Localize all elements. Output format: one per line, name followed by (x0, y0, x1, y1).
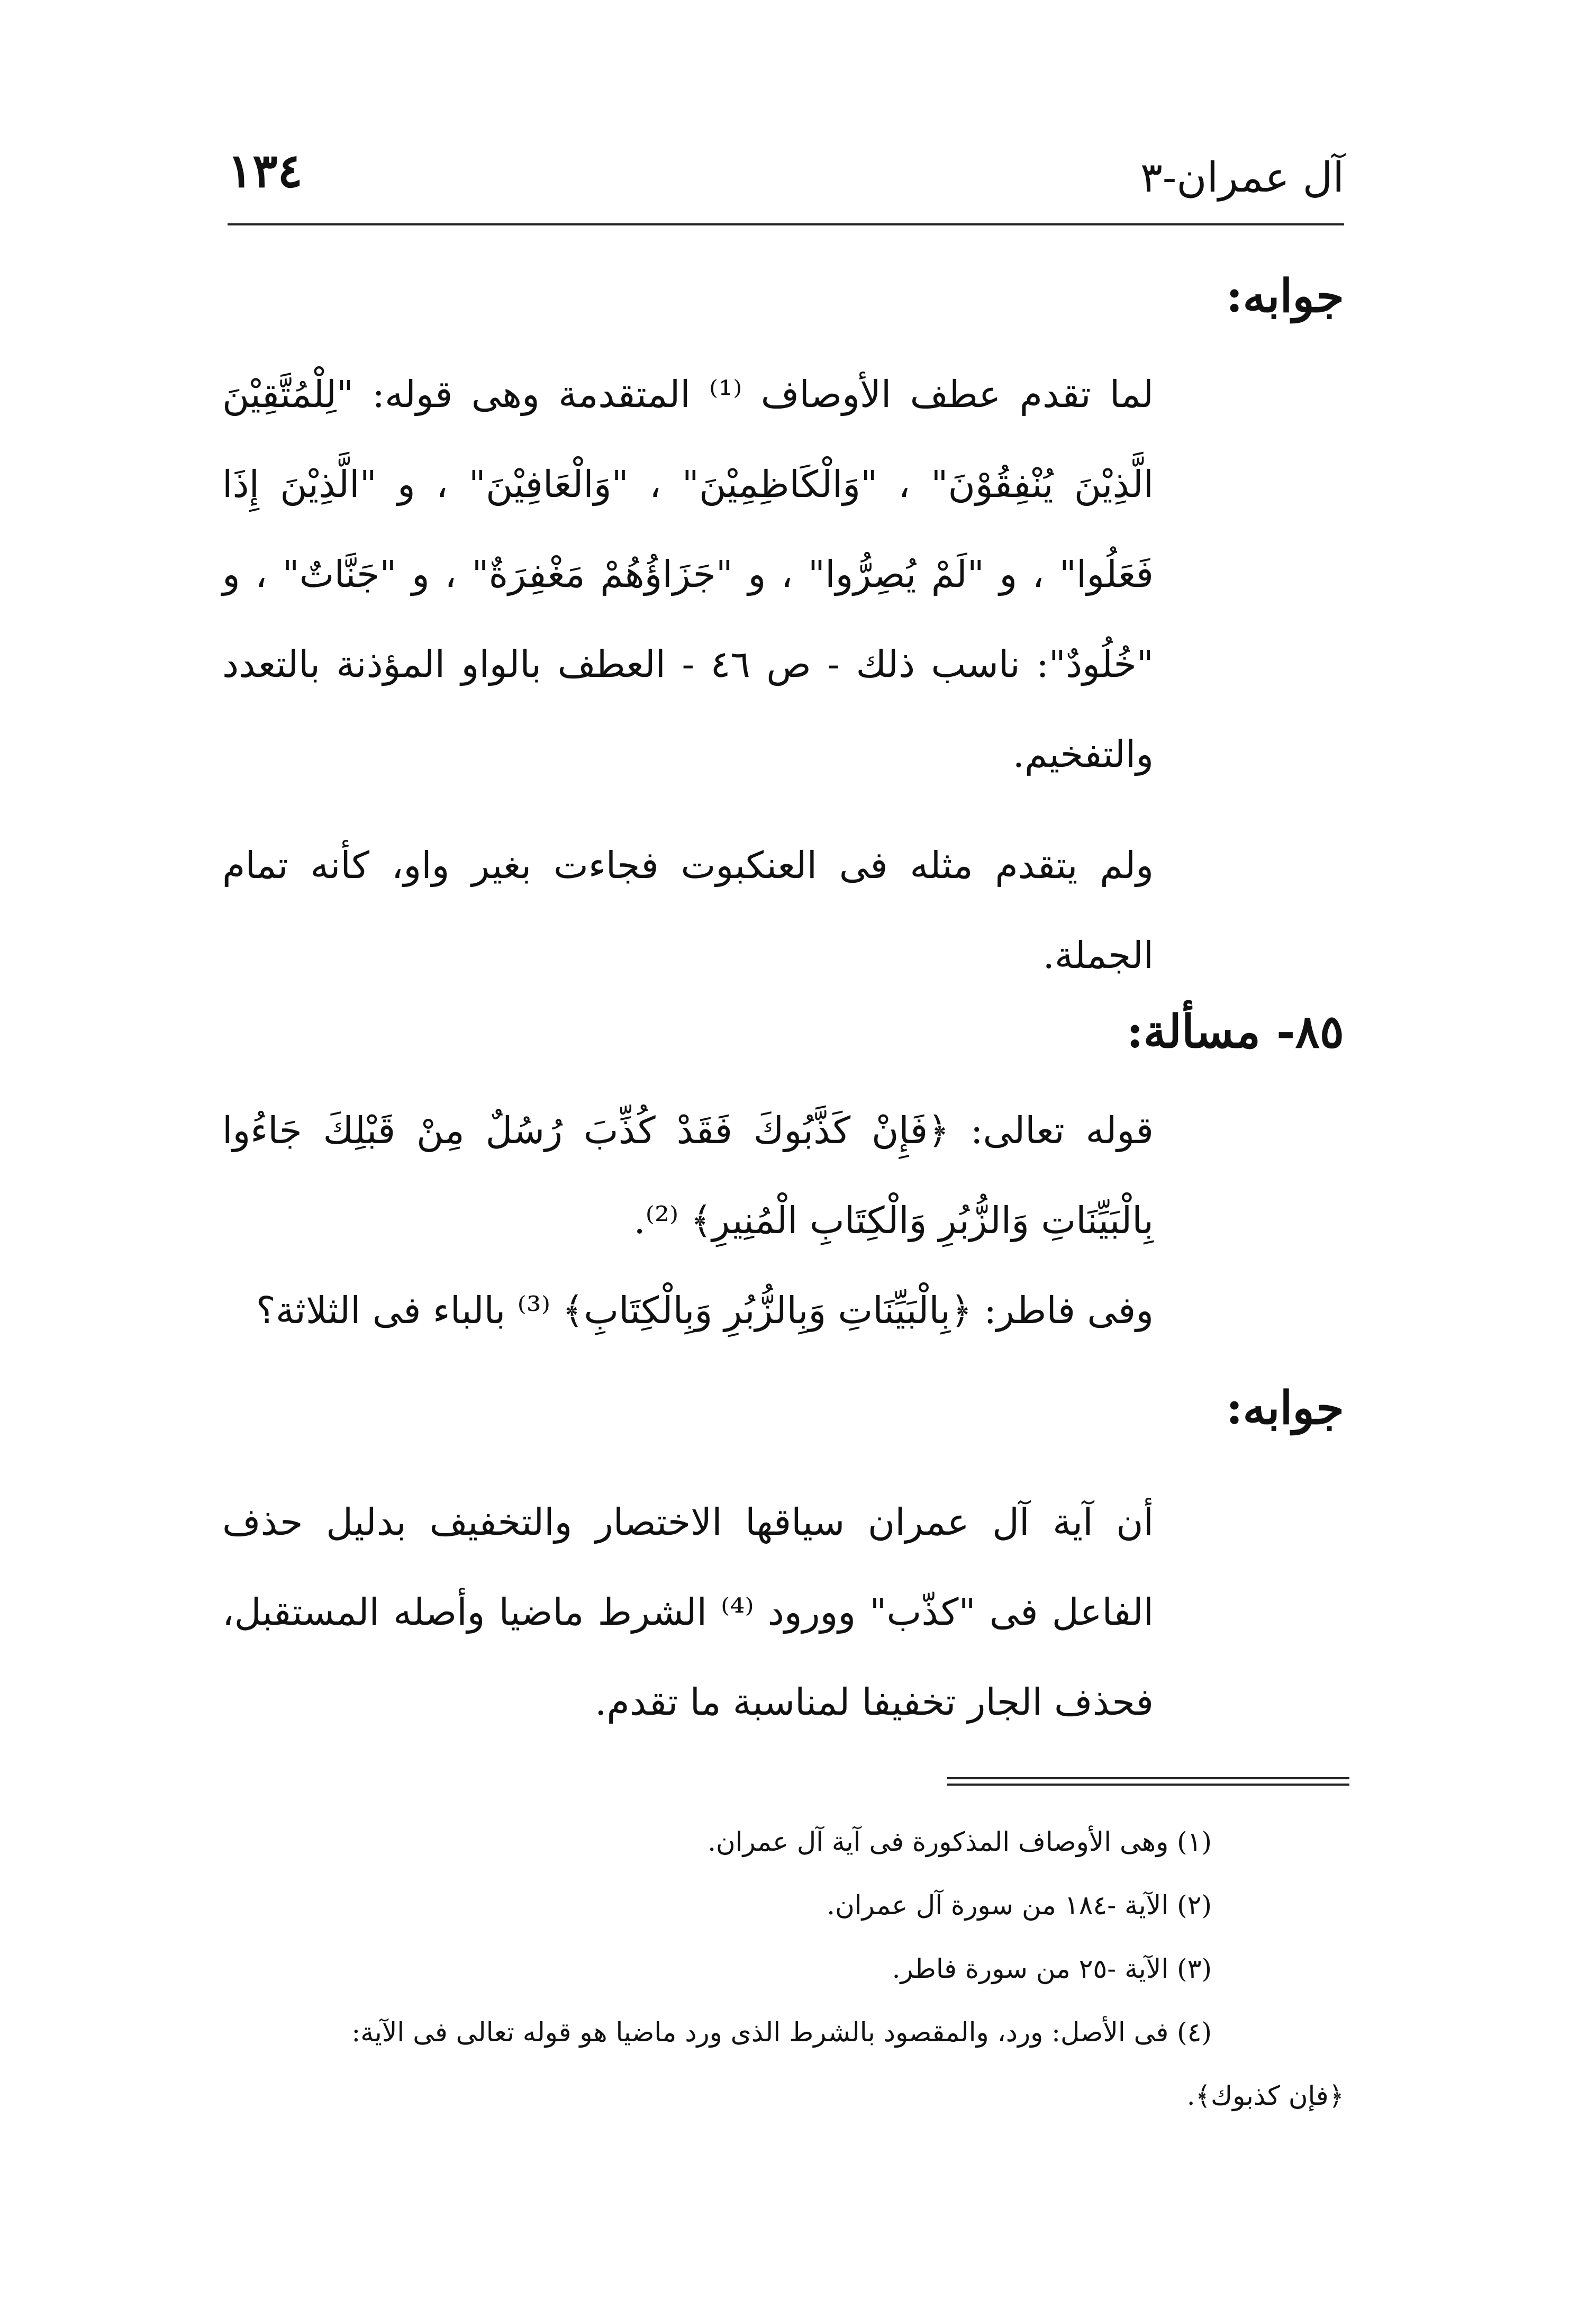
answer-paragraph: أن آية آل عمران سياقها الاختصار والتخفيف بدليل حذف الفاعل فى "كذّب" وورود ⁽⁴⁾ الشرط ماضيا وأصله المستقبل، فحذف الجار تخفيفا لمناسبة ما تقدم. (222, 1500, 1154, 1724)
question-paragraph: وفى فاطر: ﴿بِالْبَيِّنَاتِ وَبِالزُّبُرِ وَبِالْكِتَابِ﴾ ⁽³⁾ بالباء فى الثلاثة؟ (256, 1288, 1154, 1332)
header-rule (228, 223, 1344, 225)
page-number: ١٣٤ (228, 143, 303, 198)
answer-paragraph: ولم يتقدم مثله فى العنكبوت فجاءت بغير واو، كأنه تمام الجملة. (222, 844, 1154, 978)
footnote: (٣) الآية -٢٥ من سورة فاطر. (892, 1953, 1212, 1984)
footnotes (222, 1810, 1344, 2128)
answer-heading: جوابه: (1226, 1381, 1344, 1435)
footnote: (١) وهى الأوصاف المذكورة فى آية آل عمران. (708, 1826, 1212, 1857)
question-paragraph: قوله تعالى: ﴿فَإِنْ كَذَّبُوكَ فَقَدْ كُذِّبَ رُسُلٌ مِنْ قَبْلِكَ جَاءُوا بِالْبَيِّنَاتِ وَالزُّبُرِ وَالْكِتَابِ الْمُنِيرِ﴾ ⁽²⁾. (222, 1108, 1154, 1242)
running-title: آل عمران-٣ (1140, 154, 1344, 202)
footnote: (٤) فى الأصل: ورد، والمقصود بالشرط الذى ورد ماضيا هو قوله تعالى فى الآية: (351, 2017, 1212, 2048)
main-text (222, 265, 1344, 1747)
running-header (228, 127, 1344, 212)
footnote-continuation: ﴿فإن كذبوك﴾. (1186, 2080, 1344, 2111)
footnote: (٢) الآية -١٨٤ من سورة آل عمران. (827, 1890, 1212, 1921)
question-heading: ٨٥- مسألة: (1126, 1005, 1344, 1059)
answer-heading: جوابه: (1226, 269, 1344, 323)
footnote-separator (947, 1777, 1349, 1786)
answer-paragraph: لما تقدم عطف الأوصاف ⁽¹⁾ المتقدمة وهى قوله: "لِلْمُتَّقِيْنَ الَّذِيْنَ يُنْفِقُوْنَ" ، "وَالْكَاظِمِيْنَ" ، "وَالْعَافِيْنَ" ، و "الَّذِيْنَ إِذَا فَعَلُوا" ، و "لَمْ يُصِرُّوا" ، و "جَزَاؤُهُمْ مَغْفِرَةٌ" ، و "جَنَّاتٌ" ، و "خُلُودٌ": ناسب ذلك - ص ٤٦ - العطف بالواو المؤذنة بالتعدد والتفخيم. (222, 373, 1154, 776)
